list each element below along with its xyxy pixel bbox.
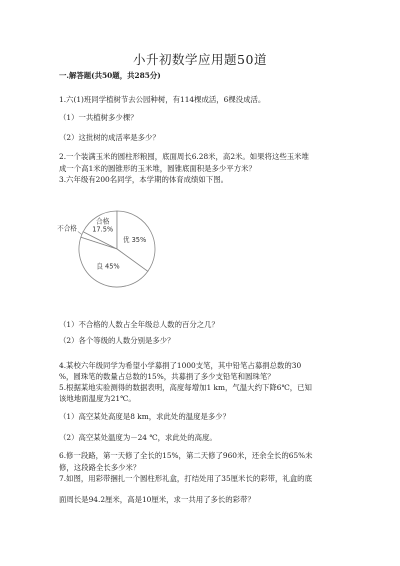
question-4-line-1: 4.某校六年级同学为希望小学募捐了1000支笔，其中铅笔占募捐总数的30 (59, 361, 302, 370)
question-4-line-2: %，圆珠笔的数量占总数的15%，共募捐了多少支铅笔和圆珠笔？ (59, 372, 275, 381)
page-title: 小升初数学应用题50道 (133, 52, 267, 67)
question-3-part-2: （2）各个等级的人数分别是多少？ (59, 336, 175, 345)
pie-label-2: 优 35% (122, 236, 147, 245)
grade-pie-chart (57, 199, 160, 299)
question-6-line-1: 6.修一段路，第一天修了全长的15%，第二天修了960米，还余全长的65%未 (59, 451, 313, 460)
question-5-part-1: （1）高空某处高度是8 km，求此处的温度是多少？ (59, 412, 231, 421)
question-3: 3.六年级有200名同学，本学期的体育成绩如下图。 (59, 175, 228, 184)
pie-leader-line (78, 231, 82, 234)
pie-label-0: 不合格 (57, 224, 77, 233)
pie-value-1: 17.5% (92, 225, 114, 234)
question-1-part-1: （1）一共植树多少棵？ (59, 113, 138, 122)
question-5-line-2: 该地地面温度为21℃。 (59, 394, 136, 403)
question-2-line-2: 成一个高1米的圆锥形的玉米堆，圆锥底面积是多少平方米？ (59, 164, 256, 173)
question-6-line-2: 修，这段路全长多少米？ (59, 463, 141, 472)
question-1-part-2: （2）这批树的成活率是多少？ (59, 133, 160, 142)
question-5-line-1: 5.根据某地实验测得的数据表明，高度每增加1 km，气温大约下降6℃，已知 (59, 383, 312, 392)
question-5-part-2: （2）高空某处温度为－24 ℃，求此处的高度。 (59, 433, 217, 442)
pie-label-1: 合格 (96, 217, 110, 226)
question-7-line-1: 7.如图，用彩带捆扎一个圆柱形礼盒，打结处用了35厘米长的彩带，礼盒的底 (59, 474, 312, 483)
pie-label-3: 良 45% (96, 262, 120, 271)
question-7-line-2: 面周长是94.2厘米，高是10厘米，求一共用了多长的彩带？ (59, 495, 255, 504)
section-heading: 一.解答题(共50题，共285分) (59, 71, 161, 80)
question-3-part-1: （1）不合格的人数占全年级总人数的百分之几？ (59, 320, 219, 329)
question-2-line-1: 2.一个装满玉米的圆柱形粮囤，底面周长6.28米，高2米。如果将这些玉米堆 (59, 152, 309, 161)
question-1: 1.六(1)班同学植树节去公园种树，有114棵成活，6棵没成活。 (59, 95, 266, 104)
